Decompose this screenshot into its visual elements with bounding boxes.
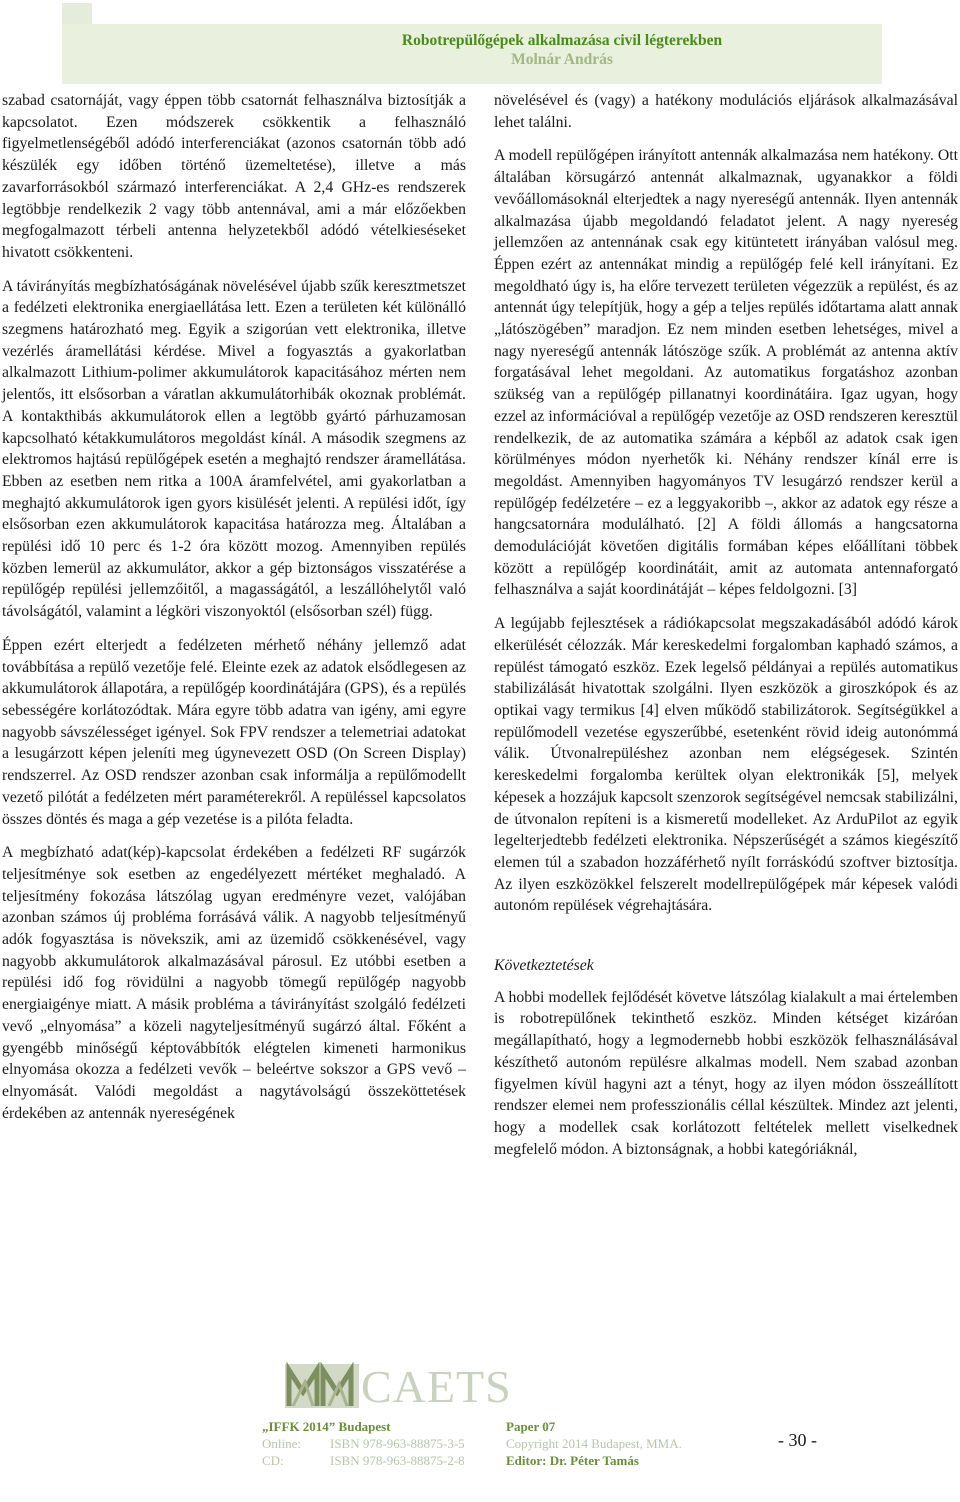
left-column <box>2 90 466 1136</box>
paragraph: növelésével és (vagy) a hatékony modulációs eljárások alkalmazásával lehet találni. <box>494 92 958 131</box>
right-column <box>494 90 958 1172</box>
cd-isbn: ISBN 978-963-88875-2-8 <box>330 1453 465 1468</box>
online-label: Online: <box>262 1436 301 1451</box>
cd-label: CD: <box>262 1453 284 1468</box>
running-header <box>382 32 742 69</box>
paragraph: A legújabb fejlesztések a rádiókapcsolat megszakadásából adódó károk elkerülését célozzák. Már kereskedelmi forgalomban kaphadó számos, a repülést támogató eszköz. Ezek legelső példányai a repülés automatikus stabilizálását hivatottak szolgálni. Ilyen eszközök a giroszkópok és az optikai vagy termikus [4] elven működő stabilizátorok. Segítségükkel a repülőmodell vezetése egyszerűbbé, esetenként rövid ideig autonómmá válik. Útvonalrepüléshez azonban nem elégségesek. Szintén kereskedelmi forgalomba kerültek olyan elektronikák [5], melyek képesek a hozzájuk kapcsolt szenzorok segítségével nemcsak stabilizálni, de útvonalon repíteni is a kismeretű modelleket. Az ArduPilot az egyik legelterjedtebb fedélzeti elektronika. Népszerűségét a számos kiegészítő elemen túl a szabadon hozzáférhető nyílt forráskódú szoftver biztosítja. Az ilyen eszközökkel felszerelt modellrepülőgépek már képesek valódi autonóm repülések végrehajtására. <box>494 615 958 915</box>
online-isbn-row <box>262 1435 465 1452</box>
paragraph: A hobbi modellek fejlődését követve látszólag kialakult a mai értelemben is robotrepülőnek tekinthető eszköz. Minden kétséget kizáróan megállapítható, hogy a legmodernebb hobbi eszközök felhasználásával készíthető autonóm repülésre alkalmas modell. Nem szabad azonban figyelmen kívül hagyni azt a tényt, hogy az ilyen módon összeállított rendszer elemei nem professzionális céllal készültek. Mindez azt jelenti, hogy a modellek csak korlátozott feltételek mellett viselkednek megfelelő módon. A biztonságnak, a hobbi kategóriáknál, <box>494 988 958 1158</box>
paragraph: A modell repülőgépen irányított antennák alkalmazása nem hatékony. Ott általában körsugárzó antennát alkalmaznak, ugyanakkor a földi vevőállomásoknál elterjedtek a nagy nyereségű antennák. Ilyen antennák alkalmazása újabb megoldandó feladatot jelent. A nagy nyereség jellemzően az antennának csak egy kitüntetett irányában valósul meg. Éppen ezért az antennákat mindig a repülőgép felé kell irányítani. Ez megoldható úgy is, ha előre tervezett területen végezzük a repülést, és az antennát úgy telepítjük, hogy a gép a teljes repülés időtartama alatt annak „látószögében” maradjon. Ez nem minden esetben lehetséges, mivel a nagy nyereségű antennák látószöge szűk. A problémát az antenna aktív forgatásával lehet megoldani. Az automatikus forgatáshoz azonban szükség van a repülőgép pillanatnyi koordinátáira. Igaz ugyan, hogy ezzel az információval a repülőgép vezetője az OSD rendszeren keresztül rendelkezik, de az automatika számára a képből az adatok csak igen körülményes módon nyerhetők ki. Néhány rendszer kínál erre is megoldást. Amennyiben hagyományos TV lesugárzó rendszer kerül a repülőgép fedélzetére – ez a leggyakoribb –, akkor az adatok egy része a hangcsatornára modulálható. [2] A földi állomás a hangcsatorna demodulációját követően digitális formában képes előállítani többek között a repülőgép koordinátáit, amit az automata antennaforgató felhasználva a saját koordinátáját – képes feldolgozni. [3] <box>494 147 958 599</box>
paper-title: Robotrepülőgépek alkalmazása civil légterekben <box>401 32 723 49</box>
paragraph: szabad csatornáját, vagy éppen több csatornát felhasználva biztosítják a kapcsolatot. Ezen módszerek csökkentik a felhasználó figyelmetlenségéből adódó interferenciákat (azonos csatornán több adó készülék egy időben történő üzemeltetése), illetve a más zavarforrásokból származó interferenciákat. A 2,4 GHz-es rendszerek legtöbbje rendelkezik 2 vagy több antennával, ami a már előzőekben megfogalmazott térbeli antenna helyzetekből adódó vételkieséseket hivatott csökkenteni. <box>2 92 466 261</box>
paper-author: Molnár András <box>511 51 613 68</box>
paragraph: A távirányítás megbízhatóságának növelésével újabb szűk keresztmetszet a fedélzeti elektronika energiaellátása lett. Ezen a területen két különálló szegmens határozható meg. Egyik a szigorúan vett elektronika, illetve vezérlés áramellátási kérdése. Mivel a fogyasztás a gyakorlatban alkalmazott Lithium-polimer akkumulátorok kapacitásához mérten nem jelentős, itt elsősorban a váratlan akkumulátorhibák okoznak problémát. A kontakthibás akkumulátorok ellen a legtöbb gyártó párhuzamosan kapcsolható kétakkumulátoros megoldást kínál. A második szegmens az elektromos hajtású repülőgépek esetén a meghajtó rendszer áramellátása. Ebben az esetben nem ritka a 100A áramfelvétel, ami gyakorlatban a meghajtó akkumulátorok igen gyors kisülését jelenti. A repülési időt, így elsősorban ezen akkumulátorok kapacitása határozza meg. Általában a repülési idő 10 perc és 1-2 óra között mozog. Amennyiben repülés közben lemerül az akkumulátor, akkor a gép biztonságos visszatérése a repülőgép repülési jellemzőitől, a magasságától, a leszállóhelytől való távolságától, valamint a légköri viszonyoktól (elsősorban szél) függ. <box>2 277 466 621</box>
page-number: - 30 - <box>778 1430 817 1450</box>
paper-number: Paper 07 <box>506 1419 556 1434</box>
logo-text: CAETS <box>361 1361 512 1412</box>
conference-name: „IFFK 2014” Budapest <box>262 1419 391 1434</box>
editor: Editor: Dr. Péter Tamás <box>506 1453 639 1468</box>
copyright: Copyright 2014 Budapest, MMA. <box>506 1436 682 1451</box>
online-isbn: ISBN 978-963-88875-3-5 <box>330 1436 465 1451</box>
section-heading: Következtetések <box>494 957 594 975</box>
paragraph: A megbízható adat(kép)-kapcsolat érdekében a fedélzeti RF sugárzók teljesítménye sok esetben az engedélyezett mértéket meghaladó. A teljesítmény fokozása látszólag ugyan eredményre vezet, valójában azonban számos új probléma forrásává válik. A nagyobb teljesítményű adók fogyasztása is növekszik, ami az üzemidő csökkenésével, vagy nagyobb akkumulátorok alkalmazásával párosul. Ez utóbbi esetben a repülési idő fog rövidülni a nagyobb tömegű repülőgép nagyobb energiaigénye miatt. A másik probléma a távirányítást szolgáló fedélzeti vevő „elnyomása” a közeli nagyteljesítményű sugárzó által. Főként a gyengébb minőségű képtovábbítók elégtelen kimeneti harmonikus elnyomása okozza a fedélzeti vevők – beleértve sokszor a GPS vevő – elnyomását. Valódi megoldást a nagytávolságú összeköttetések érdekében az antennák nyereségének <box>2 844 466 1122</box>
caets-logo <box>283 1361 512 1412</box>
paragraph: Éppen ezért elterjedt a fedélzeten mérhető néhány jellemző adat továbbítása a repülő vezetője felé. Eleinte ezek az adatok elsődlegesen az akkumulátorok állapotára, a repülőgép koordinátájára (GPS), és a repülés sebességére korlátozódtak. Mára egyre több adatra van igény, ami egyre nagyobb sávszélességet igényel. Sok FPV rendszer a telemetriai adatokat a lesugárzott képen jeleníti meg úgynevezett OSD (On Screen Display) rendszerrel. Az OSD rendszer azonban csak informálja a repülőmodellt vezető pilótát a fedélzeten mért paraméterekről. A repüléssel kapcsolatos összes döntés és maga a gép vezetése is a pilóta feladta. <box>2 636 466 828</box>
logo-mark-icon <box>283 1362 361 1410</box>
cd-isbn-row <box>262 1452 465 1469</box>
